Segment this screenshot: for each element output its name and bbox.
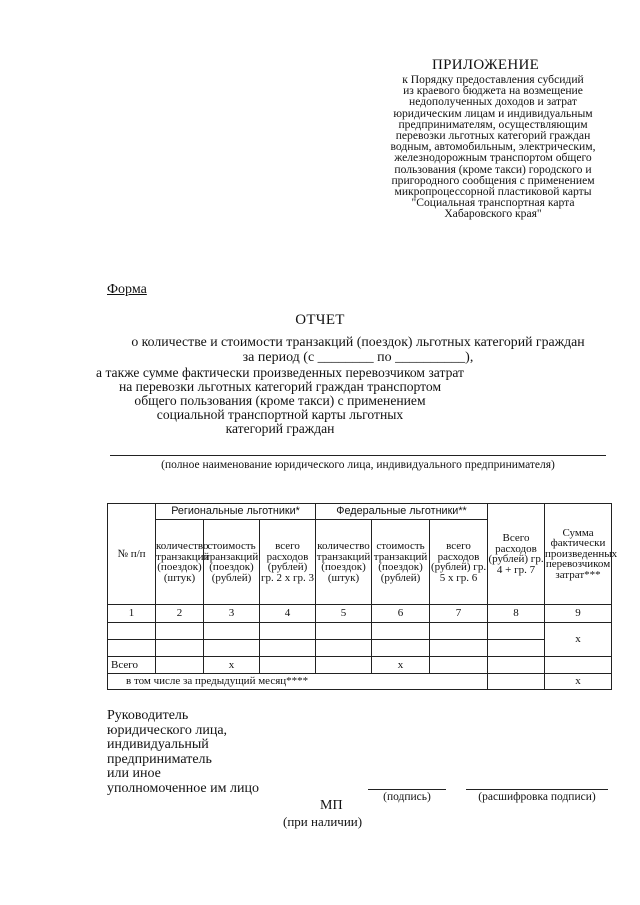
annex-line: водным, автомобильным, электрическим, xyxy=(390,140,596,154)
annex-line: пользования (кроме такси) городского и xyxy=(394,162,592,176)
report-title: ОТЧЕТ xyxy=(295,312,345,328)
header-regional: Региональные льготники* xyxy=(156,504,316,520)
signature-field-line xyxy=(368,789,446,790)
annex-line: из краевого бюджета на возмещение xyxy=(403,84,583,98)
total-row-label: Всего xyxy=(108,657,156,674)
annex-line: юридическим лицам и индивидуальным xyxy=(393,106,593,120)
column-number: 8 xyxy=(488,605,545,623)
report-period-line: за период (с ________ по __________), xyxy=(242,350,474,365)
form-label: Форма xyxy=(107,282,147,297)
signatory-line: Руководитель xyxy=(107,708,189,723)
table-cell[interactable] xyxy=(260,640,316,657)
header-reg-total: всего расходов (рублей) гр. 2 x гр. 3 xyxy=(260,520,316,605)
table-cell[interactable] xyxy=(156,623,204,640)
column-number: 4 xyxy=(260,605,316,623)
annex-line: к Порядку предоставления субсидий xyxy=(402,73,584,86)
signatory-line: юридического лица, xyxy=(107,722,228,738)
table-cell[interactable] xyxy=(204,640,260,657)
column-number: 7 xyxy=(430,605,488,623)
header-fed-count: количество транзакций (поездок) (штук) xyxy=(316,520,372,605)
report-subtitle-line: социальной транспортной карты льготных xyxy=(156,407,404,422)
annex-title: ПРИЛОЖЕНИЕ xyxy=(432,57,540,73)
column-number: 5 xyxy=(316,605,372,623)
header-reg-cost: стоимость транзакций (поездок) (рублей) xyxy=(204,520,260,605)
header-actual-costs: Сумма фактически произведенных перевозчиком затрат*** xyxy=(545,504,612,605)
report-subtitle-line: о количестве и стоимости транзакций (поездок) льготных категорий граждан xyxy=(131,334,585,349)
column-number: 9 xyxy=(545,605,612,623)
column-number: 1 xyxy=(108,605,156,623)
signatory-label xyxy=(107,709,259,797)
header-reg-count: количество транзакций (поездок) (штук) xyxy=(156,520,204,605)
table-cell[interactable] xyxy=(316,640,372,657)
table-cell[interactable] xyxy=(372,640,430,657)
annex-line: перевозки льготных категорий граждан xyxy=(395,129,591,143)
header-total-expenses: Всего расходов (рублей) гр. 4 + гр. 7 xyxy=(488,504,545,605)
table-cell[interactable] xyxy=(488,623,545,640)
annex-line: пригородного сообщения с применением xyxy=(391,173,595,187)
header-fed-total: всего расходов (рублей) гр. 5 x гр. 6 xyxy=(430,520,488,605)
annex-text xyxy=(368,74,618,220)
table-cell[interactable] xyxy=(372,623,430,640)
annex-line: недополученных доходов и затрат xyxy=(409,95,577,109)
annex-line: "Социальная транспортная карта xyxy=(411,196,575,210)
stamp-label: МП xyxy=(320,798,343,813)
stamp-note: (при наличии) xyxy=(283,814,363,829)
table-cell[interactable] xyxy=(260,657,316,674)
cross-mark: x xyxy=(204,657,260,674)
annex-line: микропроцессорной пластиковой карты xyxy=(394,185,592,199)
report-table xyxy=(107,503,618,690)
name-field-caption: (полное наименование юридического лица, индивидуального предпринимателя) xyxy=(161,459,555,471)
cross-mark: x xyxy=(545,623,612,657)
header-fed-cost: стоимость транзакций (поездок) (рублей) xyxy=(372,520,430,605)
signatory-line: предприниматель xyxy=(107,751,212,767)
column-number: 2 xyxy=(156,605,204,623)
table-cell[interactable] xyxy=(488,640,545,657)
table-cell[interactable] xyxy=(430,640,488,657)
name-field-line xyxy=(110,455,606,456)
signatory-line: уполномоченное им лицо xyxy=(107,780,259,796)
signatory-line: или иное xyxy=(107,766,161,782)
table-cell[interactable] xyxy=(430,657,488,674)
table-cell[interactable] xyxy=(316,657,372,674)
report-subtitle-line: на перевозки льготных категорий граждан транспортом xyxy=(118,379,442,394)
report-subtitle-line: а также сумме фактически произведенных перевозчиком затрат xyxy=(96,365,464,380)
annex-line: предпринимателям, осуществляющим xyxy=(398,117,588,131)
cross-mark: x xyxy=(372,657,430,674)
table-cell[interactable] xyxy=(488,674,545,690)
signature-decode-line xyxy=(466,789,608,790)
table-cell[interactable] xyxy=(430,623,488,640)
column-number: 6 xyxy=(372,605,430,623)
table-cell[interactable] xyxy=(156,640,204,657)
signature-caption: (подпись) xyxy=(383,791,431,803)
table-cell[interactable] xyxy=(204,623,260,640)
table-cell[interactable] xyxy=(488,657,545,674)
header-federal: Федеральные льготники** xyxy=(316,504,488,520)
report-subtitle-line: категорий граждан xyxy=(225,421,335,436)
annex-line: железнодорожным транспортом общего xyxy=(394,151,592,165)
signatory-line: индивидуальный xyxy=(107,737,209,753)
header-num: № п/п xyxy=(108,504,156,605)
annex-line: Хабаровского края" xyxy=(444,207,542,221)
cross-mark: x xyxy=(545,674,612,690)
table-cell[interactable] xyxy=(108,623,156,640)
table-cell[interactable] xyxy=(316,623,372,640)
column-number: 3 xyxy=(204,605,260,623)
table-cell[interactable] xyxy=(260,623,316,640)
report-subtitle-line: общего пользования (кроме такси) с применением xyxy=(134,393,426,408)
table-cell[interactable] xyxy=(108,640,156,657)
table-cell[interactable] xyxy=(545,657,612,674)
signature-decode-caption: (расшифровка подписи) xyxy=(478,791,596,803)
prev-month-row-label: в том числе за предыдущий месяц**** xyxy=(108,674,488,690)
table-cell[interactable] xyxy=(156,657,204,674)
